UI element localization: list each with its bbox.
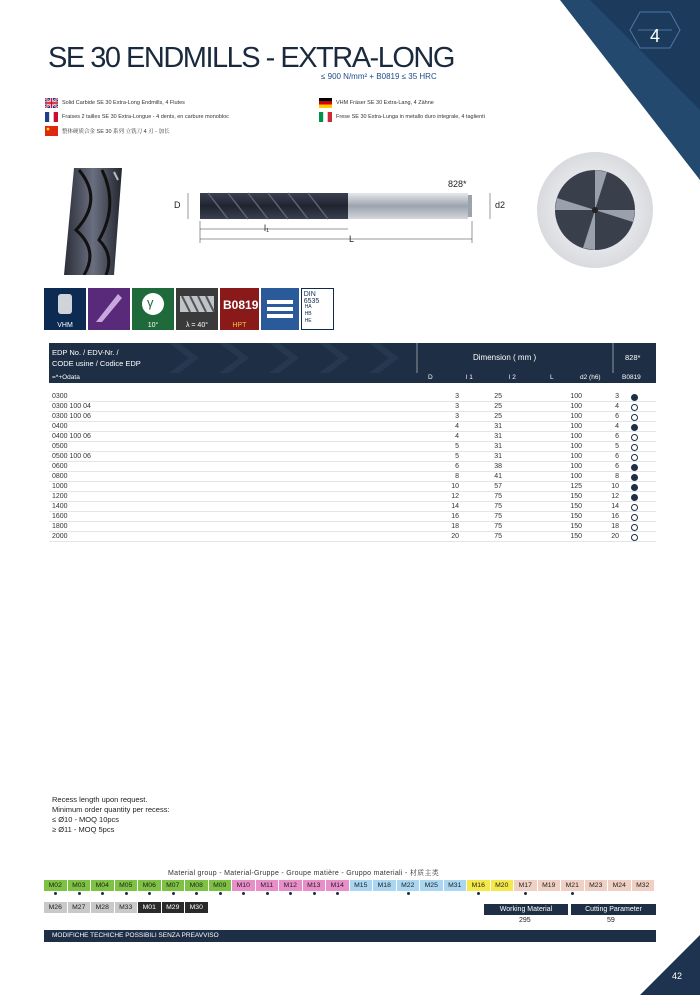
lang-cn: [45, 125, 170, 137]
code-header: 828*: [625, 353, 641, 362]
din-he: HE: [304, 318, 312, 324]
material-cell: M28: [91, 902, 114, 913]
material-cell: M08: [185, 880, 208, 891]
cell-d: 10: [451, 483, 459, 490]
cell-d: 3: [455, 393, 459, 400]
table-row: [49, 482, 656, 492]
cell-edp: 0300: [52, 393, 68, 400]
stock-open-icon: [631, 534, 638, 541]
cell-l1: 31: [494, 433, 502, 440]
lang-fr-text: Fraises 2 tailles SE 30 Extra-Longue - 4 dents, en carbure monobloc: [62, 114, 229, 120]
cell-d: 14: [451, 503, 459, 510]
cell-d2: 3: [615, 393, 619, 400]
angle-icon: [132, 288, 174, 330]
table-row: [49, 432, 656, 442]
drawing-label-l: L: [349, 234, 355, 244]
helix-icon: [176, 288, 218, 330]
coating-code: B0819: [223, 298, 259, 312]
stock-filled-icon: [631, 464, 638, 471]
table-row: [49, 502, 656, 512]
stock-open-icon: [631, 504, 638, 511]
table-row: [49, 472, 656, 482]
col-l2: l 2: [509, 374, 516, 381]
cell-L: 150: [570, 533, 582, 540]
cell-d: 12: [451, 493, 459, 500]
working-material-value: 295: [519, 917, 531, 924]
cell-d: 6: [455, 463, 459, 470]
cell-L: 100: [570, 423, 582, 430]
material-cell: M30: [185, 902, 208, 913]
material-cell: M14: [326, 880, 349, 891]
page-number: 42: [671, 971, 682, 981]
cell-l1: 31: [494, 423, 502, 430]
lang-en-text: Solid Carbide SE 30 Extra-Long Endmills, 4 Flutes: [62, 100, 185, 106]
din-icon: [301, 288, 334, 330]
page-title: SE 30 ENDMILLS - EXTRA-LONG: [48, 42, 454, 74]
material-cell: M21: [561, 880, 584, 891]
cell-l1: 75: [494, 513, 502, 520]
vhm-label: VHM: [57, 322, 73, 329]
table-row: [49, 512, 656, 522]
material-dot-icon: [125, 892, 128, 895]
material-cell: M33: [115, 902, 138, 913]
table-row: [49, 412, 656, 422]
cell-edp: 0500 100 06: [52, 453, 91, 460]
material-cell: M02: [44, 880, 67, 891]
table-row: [49, 422, 656, 432]
material-dot-icon: [242, 892, 245, 895]
cell-d: 18: [451, 523, 459, 530]
material-row-1: [44, 880, 654, 891]
cell-l1: 57: [494, 483, 502, 490]
material-dot-icon: [477, 892, 480, 895]
note-line: ≥ Ø11 - MOQ 5pcs: [52, 825, 115, 834]
note-line: Minimum order quantity per recess:: [52, 805, 170, 814]
stock-filled-icon: [631, 494, 638, 501]
din-label: DIN 6535: [303, 291, 320, 305]
uk-flag-icon: [45, 98, 58, 108]
note-line: ≤ Ø10 - MOQ 10pcs: [52, 815, 120, 824]
cell-l1: 75: [494, 493, 502, 500]
material-cell: M06: [138, 880, 161, 891]
cell-d2: 14: [611, 503, 619, 510]
material-dot-icon: [101, 892, 104, 895]
material-cell: M23: [585, 880, 608, 891]
cell-l1: 75: [494, 523, 502, 530]
cell-d: 4: [455, 433, 459, 440]
drawing-code: 828*: [448, 179, 467, 189]
cell-L: 150: [570, 493, 582, 500]
table-row: [49, 402, 656, 412]
cell-edp: 2000: [52, 533, 68, 540]
cell-l1: 75: [494, 533, 502, 540]
material-cell: M22: [397, 880, 420, 891]
cell-d: 16: [451, 513, 459, 520]
cell-L: 100: [570, 433, 582, 440]
col-d2: d2 (h6): [580, 374, 601, 381]
cell-d: 8: [455, 473, 459, 480]
angle-label: 10°: [147, 322, 159, 329]
stock-filled-icon: [631, 474, 638, 481]
lang-cn-text: 整体硬质合金 SE 30 系列 立铣刀 4 刃 - 加长: [62, 129, 170, 135]
cell-edp: 1000: [52, 483, 68, 490]
material-cell: M31: [444, 880, 467, 891]
drawing-label-d2: d2: [495, 200, 506, 210]
cell-L: 100: [570, 463, 582, 470]
material-dot-icon: [407, 892, 410, 895]
lang-it: [319, 111, 485, 123]
material-cell: M09: [209, 880, 232, 891]
material-dot-icon: [313, 892, 316, 895]
cell-edp: 0600: [52, 463, 68, 470]
cell-edp: 0500: [52, 443, 68, 450]
cell-edp: 1400: [52, 503, 68, 510]
material-cell: M15: [350, 880, 373, 891]
lang-it-text: Frese SE 30 Extra-Lunga in metallo duro integrale, 4 taglienti: [336, 114, 485, 120]
col-l1: l 1: [466, 374, 473, 381]
cell-d2: 4: [615, 423, 619, 430]
material-cell: M12: [279, 880, 302, 891]
table-subheader: [49, 373, 656, 383]
cell-L: 150: [570, 523, 582, 530]
material-cell: M11: [256, 880, 279, 891]
table-row: [49, 522, 656, 532]
material-dot-icon: [172, 892, 175, 895]
table-row: [49, 492, 656, 502]
cell-L: 150: [570, 513, 582, 520]
cell-l1: 75: [494, 503, 502, 510]
cell-l1: 25: [494, 393, 502, 400]
dimension-header: Dimension ( mm ): [473, 353, 537, 362]
cell-d2: 20: [611, 533, 619, 540]
gamma-symbol: γ: [147, 295, 154, 310]
material-cell: M32: [632, 880, 655, 891]
china-flag-icon: [45, 126, 58, 136]
table-row: [49, 452, 656, 462]
cell-edp: 0400: [52, 423, 68, 430]
stock-open-icon: [631, 404, 638, 411]
edp-sub: =*+Odata: [52, 374, 80, 381]
material-dot-icon: [219, 892, 222, 895]
stock-open-icon: [631, 434, 638, 441]
material-cell: M24: [608, 880, 631, 891]
cell-d2: 6: [615, 413, 619, 420]
material-dot-icon: [289, 892, 292, 895]
corner-decoration-bottom: [640, 935, 700, 995]
germany-flag-icon: [319, 98, 332, 108]
cell-edp: 0300 100 06: [52, 413, 91, 420]
cell-L: 125: [570, 483, 582, 490]
cell-edp: 1200: [52, 493, 68, 500]
table-row: [49, 442, 656, 452]
col-L: L: [550, 374, 554, 381]
cell-d2: 4: [615, 403, 619, 410]
endmill-tip-photo: [535, 150, 655, 270]
material-cell: M04: [91, 880, 114, 891]
material-dot-icon: [266, 892, 269, 895]
stock-open-icon: [631, 444, 638, 451]
cell-L: 100: [570, 473, 582, 480]
material-cell: M16: [467, 880, 490, 891]
cell-edp: 1800: [52, 523, 68, 530]
cell-d2: 6: [615, 463, 619, 470]
stock-open-icon: [631, 524, 638, 531]
material-dot-icon: [524, 892, 527, 895]
cell-d2: 5: [615, 443, 619, 450]
coating-icon: [220, 288, 259, 330]
cell-d: 5: [455, 453, 459, 460]
edp-header-1: EDP No. / EDV-Nr. /: [52, 348, 119, 357]
notes: [52, 795, 170, 835]
cell-L: 100: [570, 403, 582, 410]
cell-edp: 0800: [52, 473, 68, 480]
feature-icons: [44, 288, 334, 330]
stock-open-icon: [631, 514, 638, 521]
cell-d2: 16: [611, 513, 619, 520]
drawing-label-d: D: [174, 200, 181, 210]
cell-L: 100: [570, 443, 582, 450]
cell-d2: 18: [611, 523, 619, 530]
cell-d2: 12: [611, 493, 619, 500]
material-dot-icon: [54, 892, 57, 895]
material-cell: M07: [162, 880, 185, 891]
cell-d2: 6: [615, 453, 619, 460]
drawing-label-l1: l₁: [264, 223, 270, 233]
table-row: [49, 462, 656, 472]
material-row-2: [44, 902, 208, 913]
material-dot-icon: [148, 892, 151, 895]
stock-filled-icon: [631, 394, 638, 401]
material-cell: M20: [491, 880, 514, 891]
cell-d: 5: [455, 443, 459, 450]
table-row: [49, 392, 656, 402]
lang-en: [45, 97, 185, 109]
din-hb: HB: [304, 311, 312, 317]
stock-open-icon: [631, 414, 638, 421]
col-d: D: [428, 374, 433, 381]
material-dot-icon: [336, 892, 339, 895]
material-cell: M25: [420, 880, 443, 891]
material-dot-icon: [571, 892, 574, 895]
cell-d2: 6: [615, 433, 619, 440]
cell-l1: 31: [494, 443, 502, 450]
din-ha: HA: [304, 304, 312, 310]
cell-L: 100: [570, 453, 582, 460]
stock-open-icon: [631, 454, 638, 461]
material-dot-icon: [78, 892, 81, 895]
cell-d2: 8: [615, 473, 619, 480]
helix-label: λ = 40°: [185, 322, 209, 329]
material-cell: M18: [373, 880, 396, 891]
material-cell: M03: [68, 880, 91, 891]
cell-d2: 10: [611, 483, 619, 490]
italy-flag-icon: [319, 112, 332, 122]
tolerance-icon: [261, 288, 299, 330]
material-dot-icon: [195, 892, 198, 895]
cutting-parameter-label: Cutting Parameter: [571, 904, 656, 915]
endmill-photo: [44, 160, 159, 275]
material-cell: M01: [138, 902, 161, 913]
vhm-icon: [44, 288, 86, 330]
cell-l1: 38: [494, 463, 502, 470]
france-flag-icon: [45, 112, 58, 122]
cell-edp: 0400 100 06: [52, 433, 91, 440]
cell-l1: 41: [494, 473, 502, 480]
cell-edp: 1600: [52, 513, 68, 520]
cell-d: 3: [455, 413, 459, 420]
edp-header-2: CODE usine / Codice EDP: [52, 359, 141, 368]
working-material-label: Working Material: [484, 904, 568, 915]
cell-edp: 0300 100 04: [52, 403, 91, 410]
material-cell: M29: [162, 902, 185, 913]
flute-icon: [88, 288, 130, 330]
material-cell: M10: [232, 880, 255, 891]
material-cell: M26: [44, 902, 67, 913]
cell-l1: 25: [494, 413, 502, 420]
cutting-parameter-value: 59: [607, 917, 615, 924]
coating-sub: HPT: [232, 322, 247, 329]
cell-L: 100: [570, 413, 582, 420]
cell-l1: 31: [494, 453, 502, 460]
lang-fr: [45, 111, 229, 123]
col-coating: B0819: [622, 374, 641, 381]
lang-de: [319, 97, 434, 109]
note-line: Recess length upon request.: [52, 795, 148, 804]
footer-notice: MODIFICHE TECHICHE POSSIBILI SENZA PREAVVISO: [44, 930, 656, 942]
stock-filled-icon: [631, 424, 638, 431]
material-cell: M17: [514, 880, 537, 891]
material-cell: M19: [538, 880, 561, 891]
page-subtitle: ≤ 900 N/mm² + B0819 ≤ 35 HRC: [321, 72, 437, 81]
cell-L: 150: [570, 503, 582, 510]
cell-d: 3: [455, 403, 459, 410]
lang-de-text: VHM Fräser SE 30 Extra-Lang, 4 Zähne: [336, 100, 434, 106]
table-row: [49, 532, 656, 542]
material-cell: M13: [303, 880, 326, 891]
cell-d: 4: [455, 423, 459, 430]
table-header: [49, 343, 656, 373]
material-cell: M05: [115, 880, 138, 891]
material-cell: M27: [68, 902, 91, 913]
cell-L: 100: [570, 393, 582, 400]
chapter-number: 4: [649, 26, 660, 46]
stock-filled-icon: [631, 484, 638, 491]
cell-d: 20: [451, 533, 459, 540]
material-group-title: Material group - Material-Gruppe - Groupe matière - Gruppo materiali - 材质主类: [168, 870, 440, 877]
cell-l1: 25: [494, 403, 502, 410]
